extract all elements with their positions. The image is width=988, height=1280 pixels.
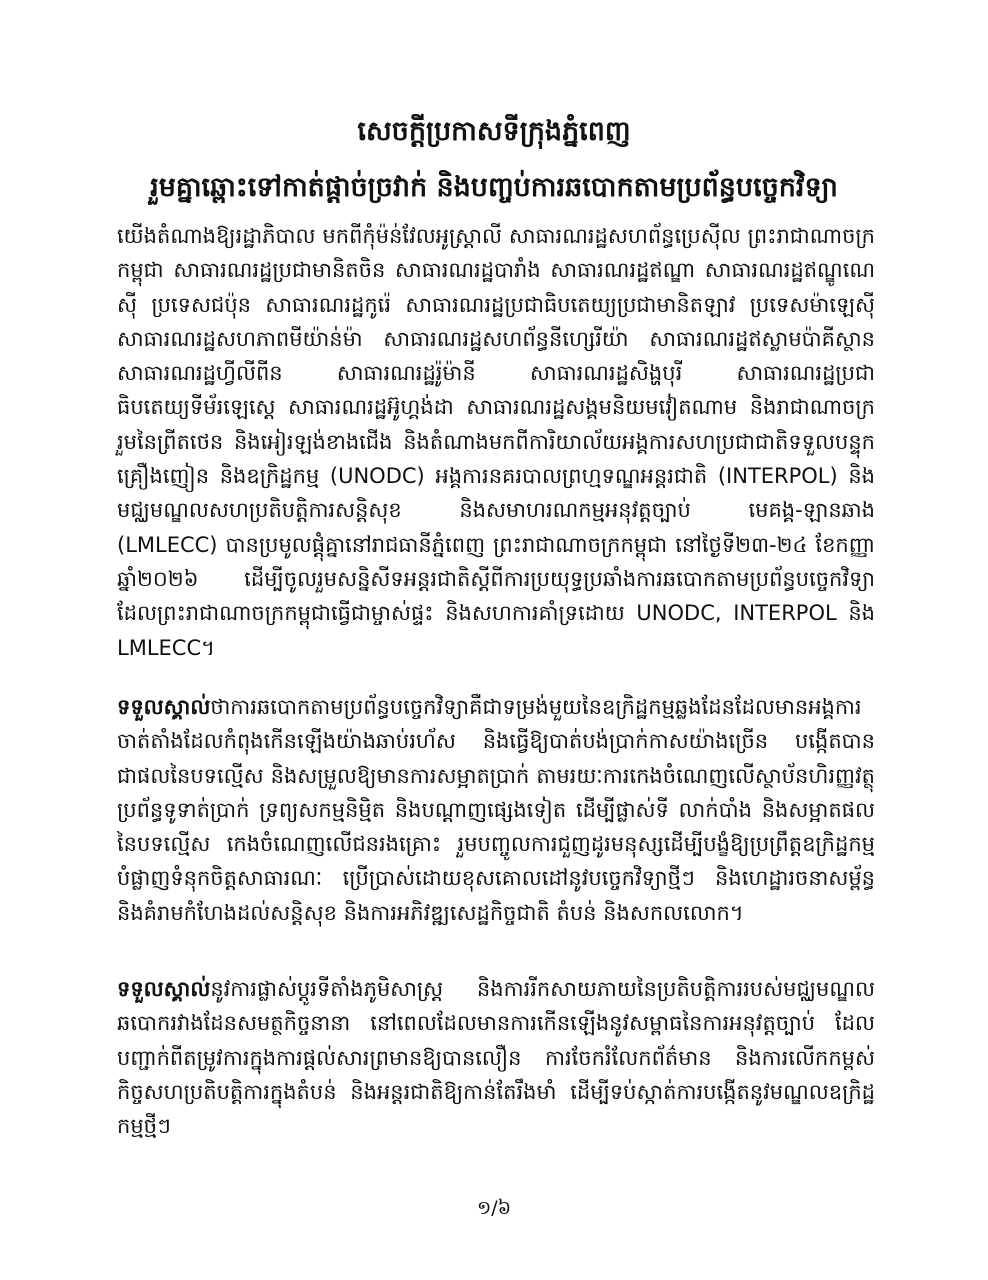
paragraph-signatories bbox=[117, 219, 875, 665]
paragraph-lead: ទទួលស្គាល់ bbox=[117, 977, 211, 1001]
paragraph-lead: ទទួលស្គាល់ bbox=[117, 695, 211, 719]
paragraph-recognizing-relocation bbox=[117, 972, 875, 1143]
paragraph-text: ថាការឆបោកតាមប្រព័ន្ធបច្ចេកវិទ្យាគឺជាទម្រង់មួយនៃឧក្រិដ្ឋកម្មឆ្លងដែនដែលមានអង្គការចាត់តាំងដែលកំពុងកើនឡើងយ៉ាងឆាប់រហ័ស និងធ្វើឱ្យបាត់បង់ប្រាក់កាសយ៉ាងច្រើន បង្កើតបានជាផលនៃបទល្មើស និងសម្រួលឱ្យមានការសម្អាតប្រាក់ តាមរយៈការកេងចំណេញលើស្ថាប័នហិរញ្ញវត្ថុ ប្រព័ន្ធទូទាត់ប្រាក់ ទ្រព្យសកម្មនិម្មិត និងបណ្តាញផ្សេងទៀត ដើម្បីផ្លាស់ទី លាក់បាំង និងសម្អាតផលនៃបទល្មើស កេងចំណេញលើជនរងគ្រោះ រួមបញ្ចូលការជួញដូរមនុស្សដើម្បីបង្ខំឱ្យប្រព្រឹត្តឧក្រិដ្ឋកម្ម បំផ្លាញទំនុកចិត្តសាធារណៈ ប្រើប្រាស់ដោយខុសគោលដៅនូវបច្ចេកវិទ្យាថ្មីៗ និងហេដ្ឋារចនាសម្ព័ន្ធ និងគំរាមកំហែងដល់សន្តិសុខ និងការអភិវឌ្ឍសេដ្ឋកិច្ចជាតិ តំបន់ និងសកលលោក។ bbox=[117, 695, 875, 925]
page-number: ១/៦ bbox=[476, 1197, 512, 1219]
paragraph-text: នូវការផ្លាស់ប្តូរទីតាំងភូមិសាស្ត្រ និងការរីកសាយភាយនៃប្រតិបត្តិការរបស់មជ្ឈមណ្ឌលឆបោករវាងដែនសមត្ថកិច្ចនានា នៅពេលដែលមានការកើនឡើងនូវសម្ពាធនៃការអនុវត្តច្បាប់ ដែលបញ្ជាក់ពីតម្រូវការក្នុងការផ្តល់សារព្រមានឱ្យបានលឿន ការចែករំលែកព័ត៌មាន និងការលើកកម្ពស់កិច្ចសហប្រតិបត្តិការក្នុងតំបន់ និងអន្តរជាតិឱ្យកាន់តែរឹងមាំ ដើម្បីទប់ស្កាត់ការបង្កើតនូវមណ្ឌលឧក្រិដ្ឋកម្មថ្មីៗ bbox=[117, 977, 875, 1139]
document-subtitle: រួមគ្នាឆ្ពោះទៅកាត់ផ្តាច់ច្រវាក់ និងបញ្ចប់ការឆបោកតាមប្រព័ន្ធបច្ចេកវិទ្យា bbox=[150, 172, 838, 203]
paragraph-text: យើងតំណាងឱ្យរដ្ឋាភិបាល មកពីកុំម៉ន់វែលអូស្ត្រាលី សាធារណរដ្ឋសហព័ន្ធប្រេស៊ីល ព្រះរាជាណាចក្រកម្ពុជា សាធារណរដ្ឋប្រជាមានិតចិន សាធារណរដ្ឋបារាំង សាធារណរដ្ឋឥណ្ឌា សាធារណរដ្ឋឥណ្ឌូណេស៊ី ប្រទេសជប៉ុន សាធារណរដ្ឋកូរ៉េ សាធារណរដ្ឋប្រជាធិបតេយ្យប្រជាមានិតឡាវ ប្រទេសម៉ាឡេស៊ី សាធារណរដ្ឋសហភាពមីយ៉ាន់ម៉ា សាធារណរដ្ឋសហព័ន្ធនីហ្សេរីយ៉ា សាធារណរដ្ឋឥស្លាមប៉ាគីស្ថាន សាធារណរដ្ឋហ្វីលីពីន សាធារណរដ្ឋរ៉ូម៉ានី សាធារណរដ្ឋសិង្ហបុរី សាធារណរដ្ឋប្រជាធិបតេយ្យទីម័រឡេស្តេ សាធារណរដ្ឋអ៊ូហ្គង់ដា សាធារណរដ្ឋសង្គមនិយមវៀតណាម និងរាជាណាចក្ររួមនៃព្រីតថេន និងអៀរឡង់ខាងជើង និងតំណាងមកពីការិយាល័យអង្គការសហប្រជាជាតិទទួលបន្ទុកគ្រឿងញៀន និងឧក្រិដ្ឋកម្ម (UNODC) អង្គការនគរបាលព្រហ្មទណ្ឌអន្តរជាតិ (INTERPOL) និងមជ្ឈមណ្ឌលសហប្រតិបត្តិការសន្តិសុខ និងសមាហរណកម្មអនុវត្តច្បាប់ មេគង្គ-ឡានឆាង (LMLECC) បានប្រមូលផ្តុំគ្នានៅរាជធានីភ្នំពេញ ព្រះរាជាណាចក្រកម្ពុជា នៅថ្ងៃទី២៣-២៤ ខែកញ្ញា ឆ្នាំ២០២៦ ដើម្បីចូលរួមសន្និសីទអន្តរជាតិស្តីពីការប្រយុទ្ធប្រឆាំងការឆបោកតាមប្រព័ន្ធបច្ចេកវិទ្យា ដែលព្រះរាជាណាចក្រកម្ពុជាធ្វើជាម្ចាស់ផ្ទះ និងសហការគាំទ្រដោយ UNODC, INTERPOL និង LMLECC។ bbox=[117, 224, 875, 660]
document-title: សេចក្តីប្រកាសទីក្រុងភ្នំពេញ bbox=[357, 116, 631, 147]
paragraph-recognizing-threat bbox=[117, 690, 875, 930]
